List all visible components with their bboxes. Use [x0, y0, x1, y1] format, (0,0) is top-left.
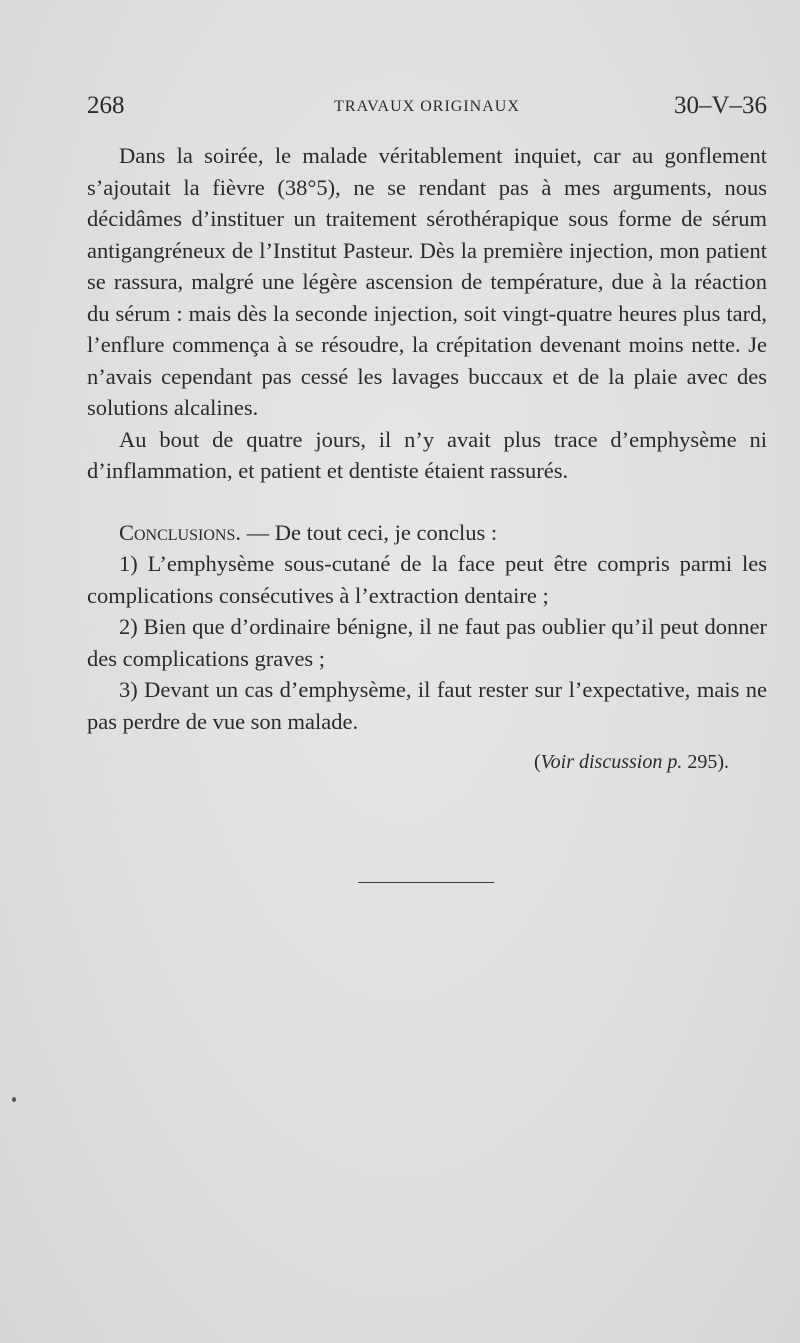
conclusions-intro-line: [87, 517, 767, 549]
reference-italic: Voir discussion p.: [540, 751, 683, 773]
conclusion-item-3: 3) Devant un cas d’emphysème, il faut rester sur l’expectative, mais ne pas perdre de vue son malade.: [87, 677, 767, 734]
section-end-rule: [358, 882, 494, 883]
issue-date: 30–V–36: [673, 92, 767, 119]
paragraph-outcome: Au bout de quatre jours, il n’y avait plus trace d’emphysème ni d’inflammation, et patient et dentiste étaient rassurés.: [87, 426, 767, 483]
page-number: 268: [87, 92, 125, 119]
conclusion-item-2: 2) Bien que d’ordinaire bénigne, il ne faut pas oublier qu’il peut donner des complications graves ;: [87, 614, 767, 671]
reference-page: 295).: [682, 751, 729, 773]
body-text: [87, 140, 767, 779]
conclusions-heading: Conclusions.: [119, 519, 241, 545]
conclusion-item-1: 1) L’emphysème sous-cutané de la face peut être compris parmi les complications consécutives à l’extraction dentaire ;: [87, 551, 767, 608]
running-title: TRAVAUX ORIGINAUX: [334, 98, 520, 115]
section-gap: [87, 487, 767, 517]
reference-open-paren: (: [533, 751, 541, 773]
paper-speck: [12, 1097, 16, 1102]
paragraph-serotherapy: Dans la soirée, le malade véritablement inquiet, car au gonflement s’ajoutait la fièvre (38°5), ne se rendant pas à mes arguments, nous décidâmes d’instituer un traitement sérothérapique sous forme de sérum antigangréneux de l’Institut Pasteur. Dès la première injection, mon patient se rassura, malgré une légère ascension de température, due à la réaction du sérum : mais dès la seconde injection, soit vingt-quatre heures plus tard, l’enflure commença à se résoudre, la crépitation devenant moins nette. Je n’avais cependant pas cessé les lavages buccaux et de la plaie avec des solutions alcalines.: [87, 143, 767, 420]
discussion-reference: [87, 747, 767, 779]
running-head: [87, 92, 767, 122]
conclusions-intro: — De tout ceci, je conclus :: [240, 519, 498, 545]
